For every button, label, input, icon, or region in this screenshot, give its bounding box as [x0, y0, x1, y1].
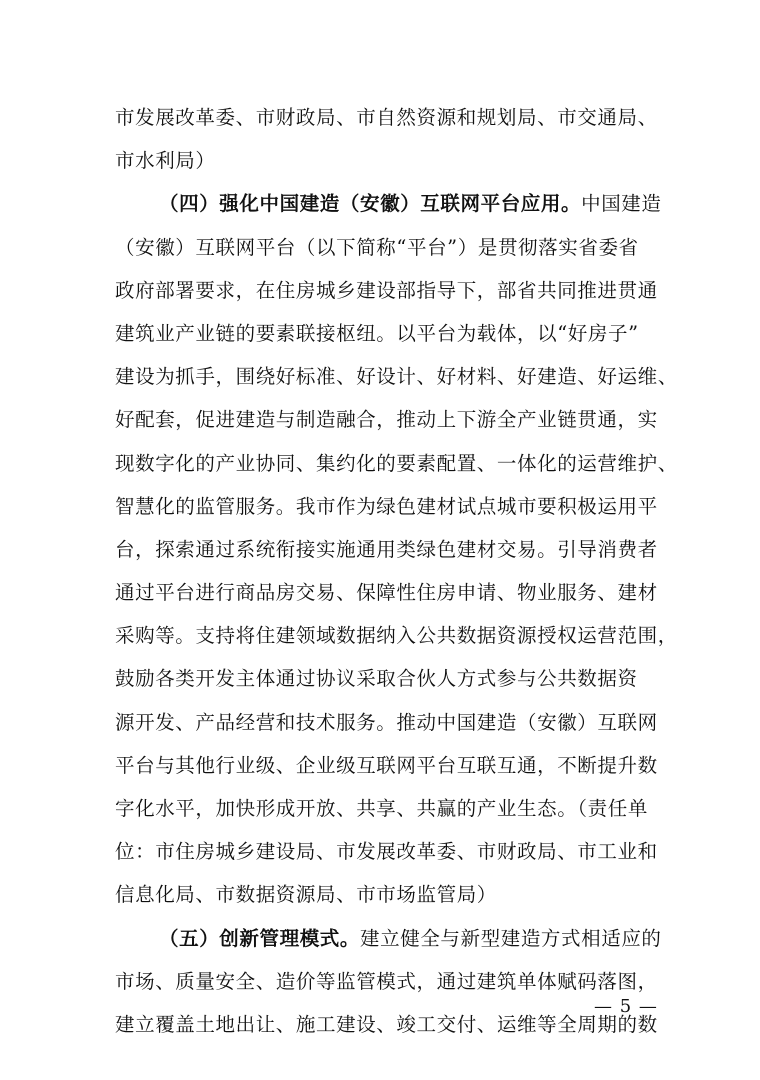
text-line: 信息化局、市数据资源局、市市场监管局） — [115, 883, 497, 907]
text-line: （安徽）互联网平台（以下简称“平台”）是贯彻落实省委省 — [115, 235, 639, 259]
text-line: 建立覆盖土地出让、施工建设、竣工交付、运维等全周期的数 — [115, 1012, 658, 1036]
text-line: 智慧化的监管服务。我市作为绿色建材试点城市要积极运用平 — [115, 494, 658, 518]
text-line: 源开发、产品经营和技术服务。推动中国建造（安徽）互联网 — [115, 710, 658, 734]
text-line: 位：市住房城乡建设局、市发展改革委、市财政局、市工业和 — [115, 840, 658, 864]
text-line: 台，探索通过系统衔接实施通用类绿色建材交易。引导消费者 — [115, 537, 658, 561]
text-line: 建筑业产业链的要素联接枢纽。以平台为载体，以“好房子” — [115, 321, 639, 345]
text-line: 市场、质量安全、造价等监管模式，通过建筑单体赋码落图， — [115, 969, 658, 993]
text-line: 采购等。支持将住建领域数据纳入公共数据资源授权运营范围， — [115, 624, 678, 648]
page-number: — 5 — — [594, 996, 658, 1017]
section-four-heading: （四）强化中国建造（安徽）互联网平台应用。 — [159, 192, 582, 216]
text-line: 字化水平，加快形成开放、共享、共赢的产业生态。（责任单 — [115, 797, 648, 820]
text-line: 市发展改革委、市财政局、市自然资源和规划局、市交通局、 — [115, 106, 658, 129]
document-body — [115, 96, 678, 1046]
text-line: 市水利局） — [115, 149, 216, 173]
text-line: 政府部署要求，在住房城乡建设部指导下，部省共同推进贯通 — [115, 278, 658, 302]
text-line: 建设为抓手，围绕好标准、好设计、好材料、好建造、好运维、 — [115, 365, 678, 389]
text-line: 好配套，促进建造与制造融合，推动上下游全产业链贯通，实 — [115, 408, 658, 432]
text-run: 建立健全与新型建造方式相适应的 — [360, 926, 662, 950]
text-line: 鼓励各类开发主体通过协议采取合伙人方式参与公共数据资 — [115, 667, 638, 691]
text-run: 中国建造 — [581, 192, 662, 216]
text-line: 现数字化的产业协同、集约化的要素配置、一体化的运营维护、 — [115, 451, 678, 475]
text-line: 通过平台进行商品房交易、保障性住房申请、物业服务、建材 — [115, 581, 658, 605]
section-four-first-line — [115, 182, 662, 225]
section-five-heading: （五）创新管理模式。 — [159, 926, 361, 950]
text-line: 平台与其他行业级、企业级互联网平台互联互通，不断提升数 — [115, 753, 658, 777]
section-five-first-line — [115, 917, 662, 960]
